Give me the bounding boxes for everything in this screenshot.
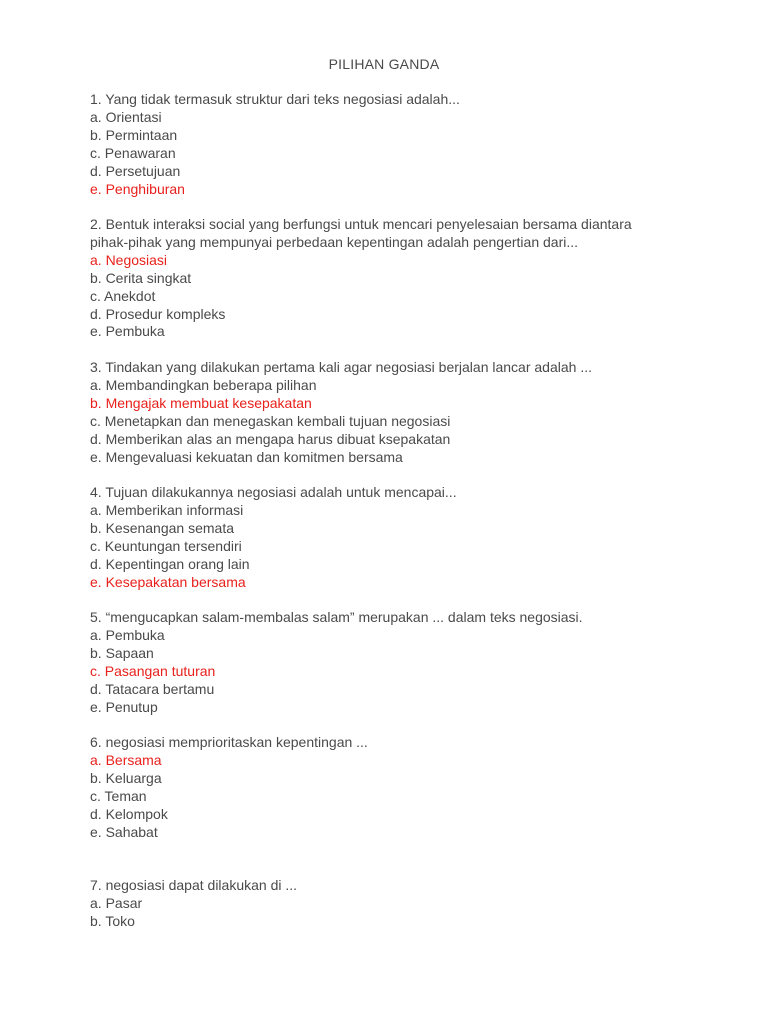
option-b: b. Kesenangan semata	[90, 519, 234, 536]
question-text: 5. “mengucapkan salam-membalas salam” merupakan ... dalam teks negosiasi.	[90, 609, 583, 625]
option-c: c. Penawaran	[90, 144, 176, 161]
question-text: 3. Tindakan yang dilakukan pertama kali agar negosiasi berjalan lancar adalah ...	[90, 359, 592, 375]
option-d: d. Prosedur kompleks	[90, 305, 226, 322]
option-a-correct: a. Negosiasi	[90, 251, 168, 268]
option-b-correct: b. Mengajak membuat kesepakatan	[90, 394, 312, 411]
option-d: d. Tatacara bertamu	[90, 680, 215, 697]
question-text: 4. Tujuan dilakukannya negosiasi adalah untuk mencapai...	[90, 484, 457, 500]
option-e: e. Mengevaluasi kekuatan dan komitmen bersama	[90, 448, 403, 465]
option-a: a. Pembuka	[90, 626, 165, 643]
option-d: d. Kepentingan orang lain	[90, 555, 250, 572]
option-e-correct: e. Kesepakatan bersama	[90, 573, 246, 590]
question-text: 7. negosiasi dapat dilakukan di ...	[90, 877, 298, 893]
question-text: 2. Bentuk interaksi social yang berfungsi untuk mencari penyelesaian bersama diantara	[90, 216, 632, 232]
option-c: c. Anekdot	[90, 287, 156, 304]
option-a: a. Membandingkan beberapa pilihan	[90, 376, 317, 393]
option-a: a. Pasar	[90, 894, 143, 911]
option-a-correct: a. Bersama	[90, 751, 162, 768]
option-c-correct: c. Pasangan tuturan	[90, 662, 216, 679]
question-3	[90, 359, 690, 466]
option-c: c. Menetapkan dan menegaskan kembali tujuan negosiasi	[90, 412, 451, 429]
option-a: a. Orientasi	[90, 108, 162, 125]
option-e: e. Pembuka	[90, 323, 165, 340]
option-b: b. Cerita singkat	[90, 269, 192, 286]
option-c: c. Keuntungan tersendiri	[90, 537, 242, 554]
question-6	[90, 734, 690, 841]
option-d: d. Memberikan alas an mengapa harus dibuat ksepakatan	[90, 430, 451, 447]
option-e: e. Sahabat	[90, 823, 158, 840]
question-5	[90, 609, 690, 716]
option-d: d. Kelompok	[90, 805, 168, 822]
option-d: d. Persetujuan	[90, 162, 181, 179]
question-1	[90, 91, 690, 198]
option-b: b. Sapaan	[90, 644, 154, 661]
question-4	[90, 484, 690, 591]
option-b: b. Permintaan	[90, 126, 178, 143]
option-c: c. Teman	[90, 787, 147, 804]
option-b: b. Keluarga	[90, 769, 162, 786]
option-e-correct: e. Penghiburan	[90, 180, 185, 197]
option-b: b. Toko	[90, 912, 135, 929]
question-text-cont: pihak-pihak yang mempunyai perbedaan kepentingan adalah pengertian dari...	[90, 233, 579, 250]
question-2	[90, 216, 690, 341]
question-7	[90, 877, 690, 931]
question-text: 6. negosiasi memprioritaskan kepentingan ...	[90, 734, 368, 750]
option-a: a. Memberikan informasi	[90, 501, 244, 518]
question-text: 1. Yang tidak termasuk struktur dari teks negosiasi adalah...	[90, 91, 460, 107]
option-e: e. Penutup	[90, 698, 158, 715]
page-title: PILIHAN GANDA	[328, 56, 440, 72]
